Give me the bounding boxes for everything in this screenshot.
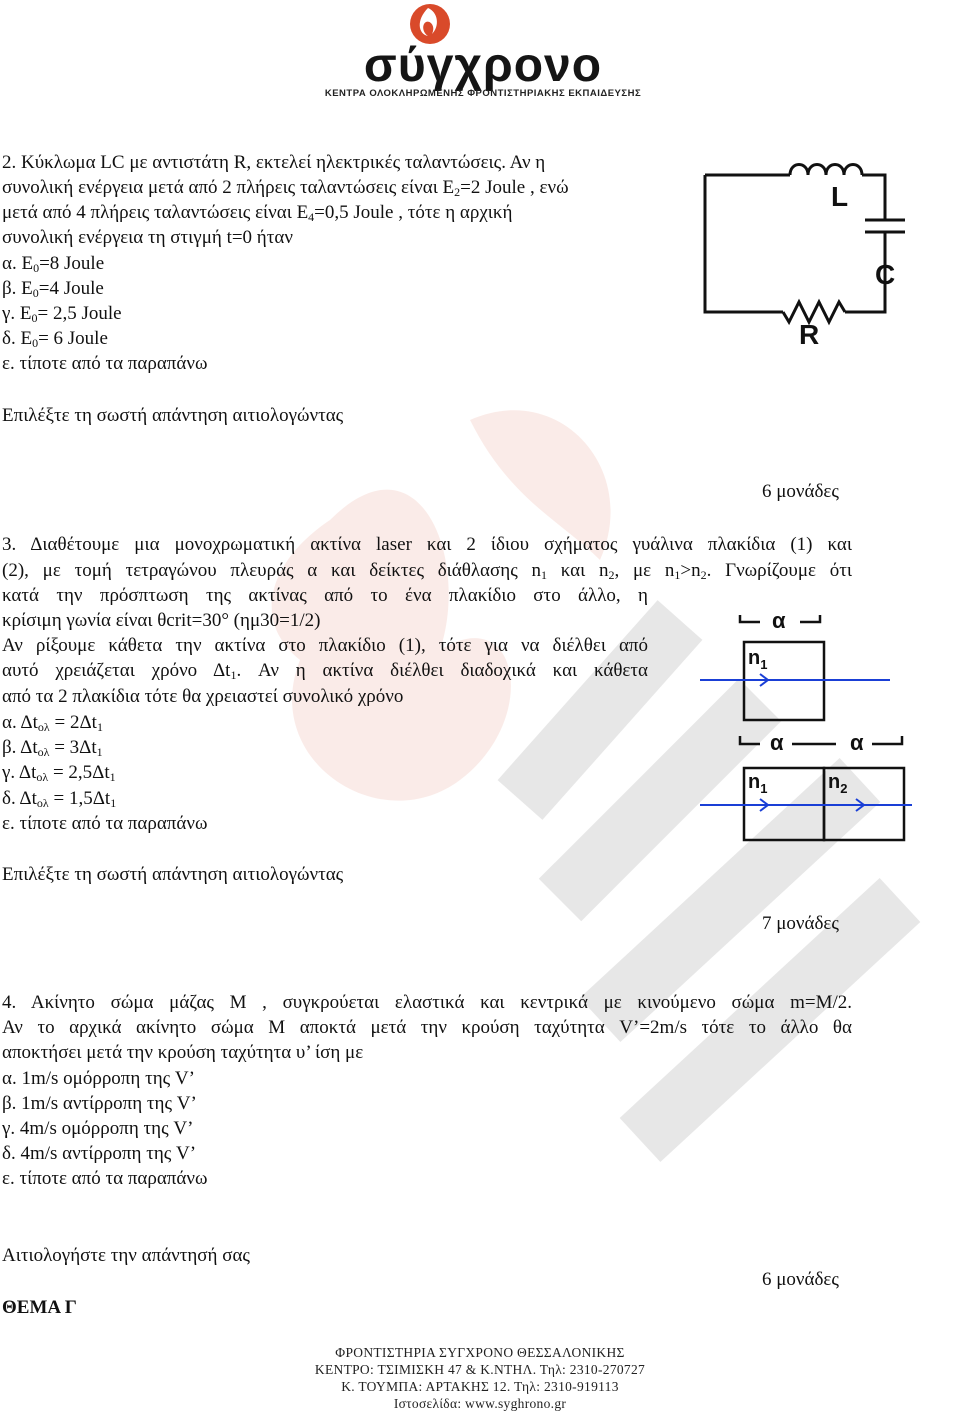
q3-instruction: Επιλέξτε τη σωστή απάντηση αιτιολογώντας (2, 864, 344, 885)
q4-line-2: Αν το αρχικά ακίνητο σώμα Μ αποκτά μετά την κρούση ταχύτητα V’=2m/s τότε το άλλο θα (2, 1017, 852, 1038)
q2-option-a: α. $E_0=8$ Joule (2, 253, 105, 275)
q3-points: 7 μονάδες (762, 913, 839, 934)
q3-option-b: β. $\Delta t_{o\lambda} = 3\Delta t_1$ (2, 737, 103, 759)
q4-option-a: α. 1m/s ομόρροπη της V’ (2, 1068, 195, 1089)
q2-line-2: συνολική ενέργεια μετά από 2 πλήρεις ταλαντώσεις είναι $E_2=2$ Joule , ενώ (2, 177, 569, 199)
q2-line-4: συνολική ενέργεια τη στιγμή t=0 ήταν (2, 227, 293, 248)
side-a-label: α (772, 608, 786, 633)
q3-line-5: Αν ρίξουμε κάθετα την ακτίνα στο πλακίδιο (1), τότε για να διέλθει από (2, 635, 648, 656)
side-a-label: α (770, 730, 784, 755)
q3-line-1: 3. Διαθέτουμε μια μονοχρωματική ακτίνα laser και 2 ίδιου σχήματος γυάλινα πλακίδια (1) και (2, 534, 852, 555)
footer-contact (200, 1344, 760, 1412)
q2-points: 6 μονάδες (762, 481, 839, 502)
q3-line-7: από τα 2 πλακίδια τότε θα χρειαστεί συνολικό χρόνο (2, 686, 404, 707)
q3-line-3: κατά την πρόσπτωση της ακτίνας από το ένα πλακίδιο στο άλλο, η (2, 585, 648, 606)
q4-option-b: β. 1m/s αντίρροπη της V’ (2, 1093, 197, 1114)
q3-option-e: ε. τίποτε από τα παραπάνω (2, 813, 208, 834)
logo-name: σύγχρονο (363, 39, 603, 92)
footer-website-link[interactable]: Ιστοσελίδα: www.syghrono.gr (393, 1396, 567, 1411)
footer-line-3: Κ. ΤΟΥΜΠΑ: ΑΡΤΑΚΗΣ 12. Τηλ: 2310-919113 (341, 1379, 619, 1394)
inductor-label: L (831, 181, 849, 212)
q2-option-c: γ. $E_0= 2,5$ Joule (2, 303, 122, 325)
q4-option-c: γ. 4m/s ομόρροπη της V’ (2, 1118, 194, 1139)
q3-option-d: δ. $\Delta t_{o\lambda} = 1,5\Delta t_1$ (2, 788, 117, 810)
capacitor-label: C (875, 259, 896, 290)
q4-points: 6 μονάδες (762, 1269, 839, 1290)
footer-line-1: ΦΡΟΝΤΙΣΤΗΡΙΑ ΣΥΓΧΡΟΝΟ ΘΕΣΣΑΛΟΝΙΚΗΣ (335, 1345, 625, 1360)
q3-option-a: α. $\Delta t_{o\lambda} = 2\Delta t_1$ (2, 712, 103, 734)
q4-instruction: Αιτιολογήστε την απάντησή σας (2, 1245, 250, 1266)
q2-line-3: μετά από 4 πλήρεις ταλαντώσεις είναι $E_4=0,5$ Joule , τότε η αρχική (2, 202, 513, 224)
q2-option-d: δ. $E_0= 6$ Joule (2, 328, 108, 350)
q2-line-1: 2. Κύκλωμα LC με αντιστάτη R, εκτελεί ηλεκτρικές ταλαντώσεις. Αν η (2, 152, 546, 173)
q3-option-c: γ. $\Delta t_{o\lambda} = 2,5\Delta t_1$ (2, 762, 116, 784)
slab-1-label: $n_1$ (748, 771, 768, 796)
glass-slabs-figure (696, 602, 916, 852)
resistor-label: R (799, 319, 820, 350)
q4-line-3: αποκτήσει μετά την κρούση ταχύτητα υ’ ίση με (2, 1042, 364, 1063)
q4-option-d: δ. 4m/s αντίρροπη της V’ (2, 1143, 197, 1164)
q4-line-1: 4. Ακίνητο σώμα μάζας Μ , συγκρούεται ελαστικά και κεντρικά με κινούμενο σώμα m=M/2. (2, 992, 852, 1013)
slab-1-label: $n_1$ (748, 647, 768, 672)
q2-option-e: ε. τίποτε από τα παραπάνω (2, 353, 208, 374)
side-a-label: α (850, 730, 864, 755)
footer-line-2: ΚΕΝΤΡΟ: ΤΣΙΜΙΣΚΗ 47 & Κ.ΝΤΗΛ. Τηλ: 2310-270727 (314, 1362, 646, 1377)
q2-option-b: β. $E_0=4$ Joule (2, 278, 104, 300)
slab-2-label: $n_2$ (828, 771, 848, 796)
rlc-circuit-figure (695, 150, 955, 350)
q2-instruction: Επιλέξτε τη σωστή απάντηση αιτιολογώντας (2, 405, 344, 426)
logo-subtitle: ΚΕΝΤΡΑ ΟΛΟΚΛΗΡΩΜΕΝΗΣ ΦΡΟΝΤΙΣΤΗΡΙΑΚΗΣ ΕΚΠΑΙΔΕΥΣΗΣ (324, 88, 642, 99)
header-logo (318, 2, 648, 102)
q4-option-e: ε. τίποτε από τα παραπάνω (2, 1168, 208, 1189)
q3-line-4: κρίσιμη γωνία είναι θcrit=30° (ημ30=1/2) (2, 610, 321, 631)
q3-line-6: αυτό χρειάζεται χρόνο $\Delta t_1$. Αν η ακτίνα διέλθει διαδοχικά και κάθετα (2, 660, 648, 682)
section-title: ΘΕΜΑ Γ (2, 1297, 77, 1318)
q3-line-2: (2), με τομή τετραγώνου πλευράς α και δείκτες διάθλασης $n_1$ και $n_2$, με $n_1>n_2$. Γνωρίζουμε ότι (2, 560, 852, 582)
